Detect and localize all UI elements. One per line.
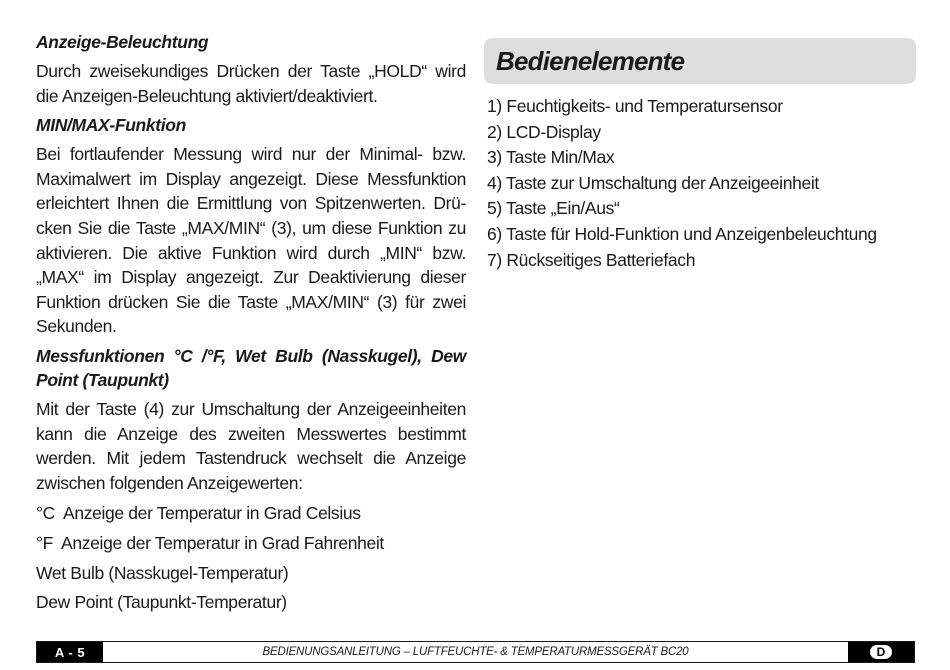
section-header-box [484,38,916,84]
text-line: aktivieren. Die aktive Funktion wird durch „MIN“ bzw. [36,242,466,263]
heading-line: Point (Taupunkt) [36,369,169,390]
text-line: erleichtert Ihnen die Ermittlung von Spitzenwerten. Drü- [36,193,466,214]
footer-title: BEDIENUNGSANLEITUNG – LUFTFEUCHTE- & TEMPERATURMESSGERÄT BC20 [262,646,689,658]
text-line: die Anzeigen-Beleuchtung aktiviert/deaktiviert. [36,85,378,106]
text-line: Bei fortlaufender Messung wird nur der Minimal- bzw. [36,144,466,165]
text-line: Durch zweisekundiges Drücken der Taste „HOLD“ wird [36,61,466,81]
left-column [36,30,466,620]
text-line: werden. Mit jedem Tastendruck wechselt die Anzeige [36,448,466,469]
list-item: 5) Taste „Ein/Aus“ [487,198,620,219]
heading-measure-functions [36,344,466,392]
unit-item-dew-point: Dew Point (Taupunkt-Temperatur) [36,592,287,613]
heading-line: Messfunktionen °C /°F, Wet Bulb (Nasskugel), Dew [36,345,466,366]
paragraph-measure-functions [36,397,466,495]
language-badge: D [870,645,892,659]
text-line: „MAX“ im Display angezeigt. Zur Deaktivierung dieser [36,267,466,288]
text-line: cken Sie die Taste „MAX/MIN“ (3), um diese Funktion zu [36,217,466,238]
text-line: Funktion drücken Sie die Taste „MAX/MIN“ (3) für zwei [36,291,466,312]
text-line: Maximalwert im Display angezeigt. Diese Messfunktion [36,168,466,189]
text-line: kann die Anzeige des zweiten Messwertes bestimmt [36,423,466,444]
section-title: Bedienelemente [496,45,685,76]
page-number: A - 5 [37,642,103,662]
paragraph-minmax [36,142,466,339]
list-item: 6) Taste für Hold-Funktion und Anzeigenbeleuchtung [487,223,877,244]
list-item: 4) Taste zur Umschaltung der Anzeigeeinheit [487,172,819,193]
text-line: zwischen folgenden Anzeigewerten: [36,472,303,493]
text-line: Sekunden. [36,316,117,337]
right-column [484,38,916,273]
unit-item-celsius: °C Anzeige der Temperatur in Grad Celsius [36,503,361,524]
heading-minmax: MIN/MAX-Funktion [36,115,186,136]
page-footer [36,641,915,663]
list-item: 3) Taste Min/Max [487,147,615,168]
list-item: 7) Rückseitiges Batteriefach [487,249,696,270]
unit-item-wet-bulb: Wet Bulb (Nasskugel-Temperatur) [36,562,289,583]
unit-item-fahrenheit: °F Anzeige der Temperatur in Grad Fahrenheit [36,532,384,553]
text-line: Mit der Taste (4) zur Umschaltung der Anzeigeeinheiten [36,398,466,419]
list-item: 2) LCD-Display [487,121,601,142]
controls-list [484,94,916,273]
list-item: 1) Feuchtigkeits- und Temperatursensor [487,96,783,116]
language-cell [848,642,914,662]
heading-display-lighting: Anzeige-Beleuchtung [36,32,209,52]
paragraph-display-lighting [36,59,466,108]
